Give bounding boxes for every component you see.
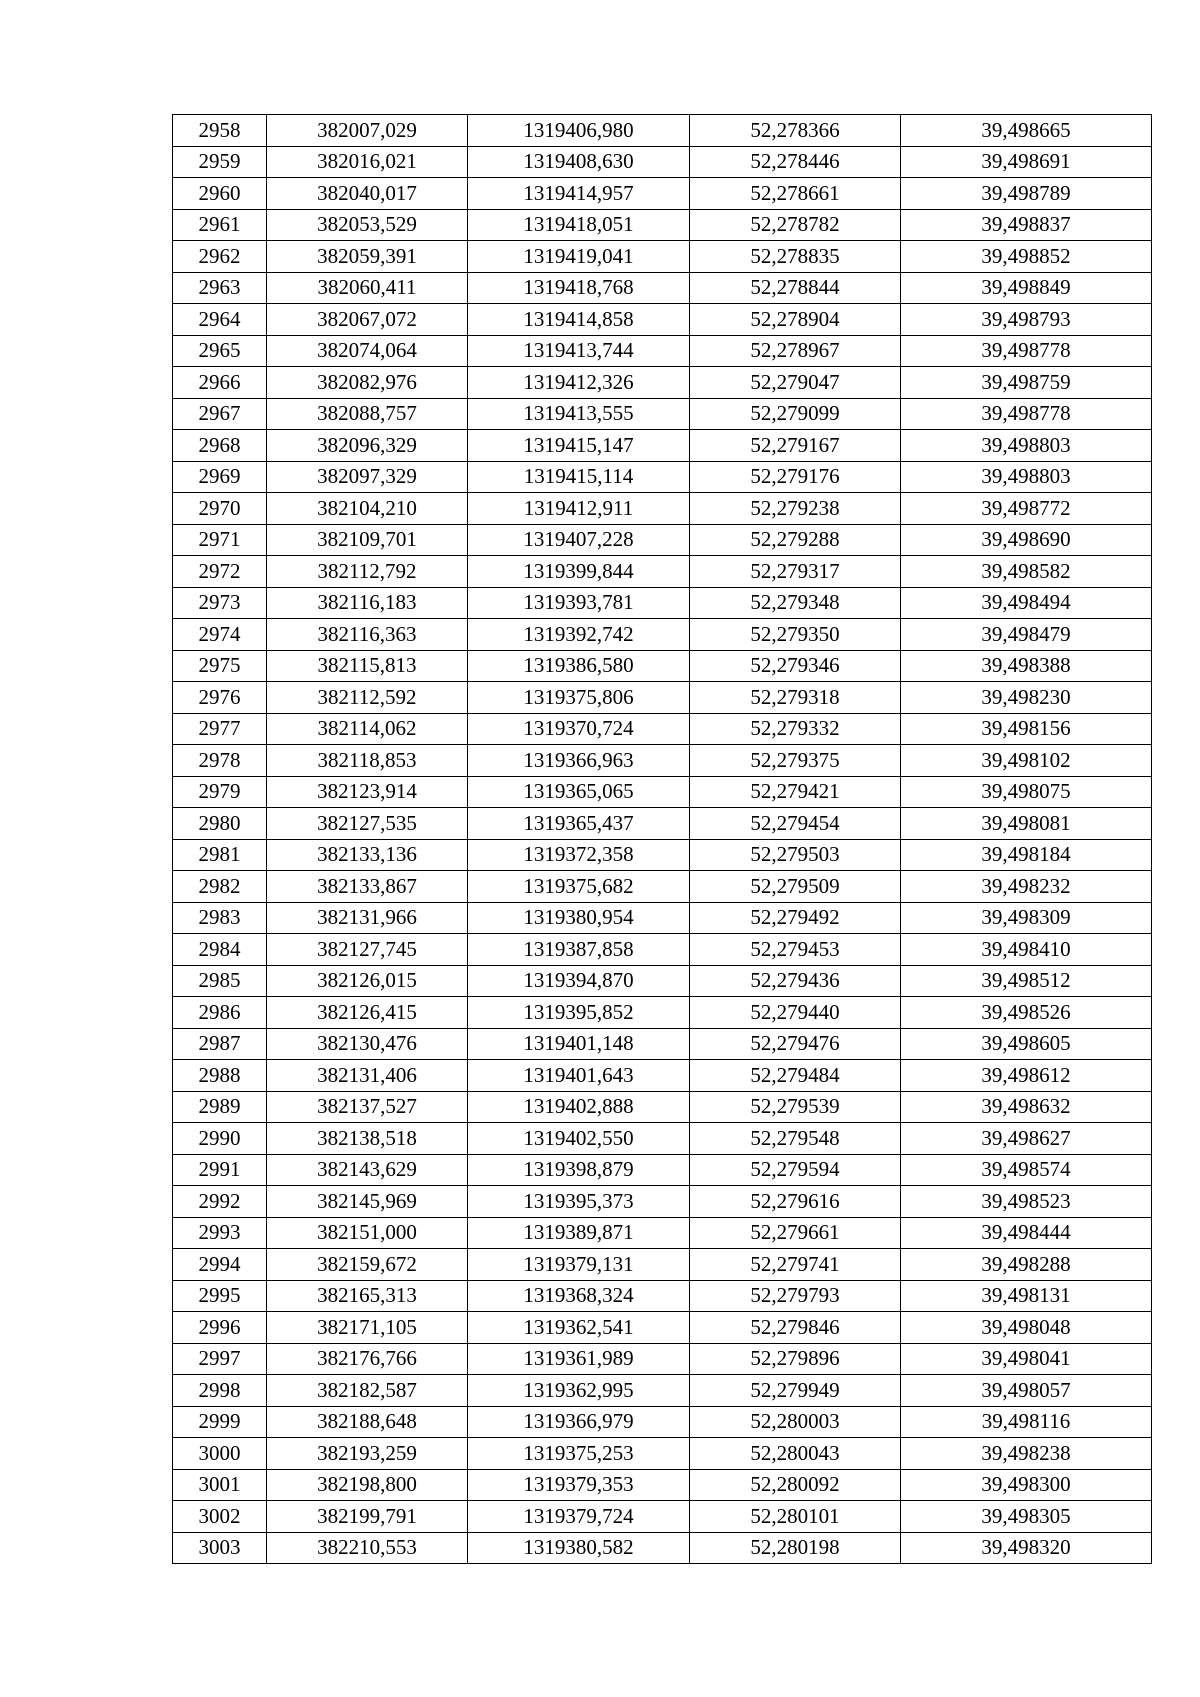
latitude-cell: 52,279350 [690, 619, 901, 651]
x-coordinate-cell: 382074,064 [267, 335, 468, 367]
latitude-cell: 52,279846 [690, 1312, 901, 1344]
latitude-cell: 52,279476 [690, 1028, 901, 1060]
y-coordinate-cell: 1319402,888 [468, 1091, 690, 1123]
y-coordinate-cell: 1319406,980 [468, 115, 690, 147]
longitude-cell: 39,498512 [901, 965, 1152, 997]
coordinates-table [172, 114, 1152, 1564]
coordinates-table-body [173, 115, 1152, 1564]
longitude-cell: 39,498627 [901, 1123, 1152, 1155]
point-number-cell: 3002 [173, 1501, 267, 1533]
point-number-cell: 2965 [173, 335, 267, 367]
table-row [173, 524, 1152, 556]
x-coordinate-cell: 382143,629 [267, 1154, 468, 1186]
table-row [173, 902, 1152, 934]
x-coordinate-cell: 382126,415 [267, 997, 468, 1029]
latitude-cell: 52,278967 [690, 335, 901, 367]
longitude-cell: 39,498102 [901, 745, 1152, 777]
y-coordinate-cell: 1319395,852 [468, 997, 690, 1029]
longitude-cell: 39,498852 [901, 241, 1152, 273]
latitude-cell: 52,280101 [690, 1501, 901, 1533]
x-coordinate-cell: 382097,329 [267, 461, 468, 493]
latitude-cell: 52,279176 [690, 461, 901, 493]
latitude-cell: 52,279661 [690, 1217, 901, 1249]
y-coordinate-cell: 1319389,871 [468, 1217, 690, 1249]
table-row [173, 1501, 1152, 1533]
latitude-cell: 52,279741 [690, 1249, 901, 1281]
point-number-cell: 2983 [173, 902, 267, 934]
table-row [173, 1028, 1152, 1060]
latitude-cell: 52,279793 [690, 1280, 901, 1312]
table-row [173, 367, 1152, 399]
y-coordinate-cell: 1319380,954 [468, 902, 690, 934]
x-coordinate-cell: 382199,791 [267, 1501, 468, 1533]
point-number-cell: 2976 [173, 682, 267, 714]
y-coordinate-cell: 1319362,995 [468, 1375, 690, 1407]
longitude-cell: 39,498300 [901, 1469, 1152, 1501]
longitude-cell: 39,498632 [901, 1091, 1152, 1123]
y-coordinate-cell: 1319375,806 [468, 682, 690, 714]
table-row [173, 997, 1152, 1029]
table-row [173, 461, 1152, 493]
latitude-cell: 52,280003 [690, 1406, 901, 1438]
x-coordinate-cell: 382116,183 [267, 587, 468, 619]
point-number-cell: 2963 [173, 272, 267, 304]
table-row [173, 335, 1152, 367]
y-coordinate-cell: 1319365,065 [468, 776, 690, 808]
x-coordinate-cell: 382151,000 [267, 1217, 468, 1249]
table-row [173, 776, 1152, 808]
longitude-cell: 39,498690 [901, 524, 1152, 556]
y-coordinate-cell: 1319386,580 [468, 650, 690, 682]
longitude-cell: 39,498803 [901, 461, 1152, 493]
longitude-cell: 39,498494 [901, 587, 1152, 619]
longitude-cell: 39,498479 [901, 619, 1152, 651]
point-number-cell: 2993 [173, 1217, 267, 1249]
x-coordinate-cell: 382137,527 [267, 1091, 468, 1123]
x-coordinate-cell: 382145,969 [267, 1186, 468, 1218]
table-row [173, 241, 1152, 273]
latitude-cell: 52,279949 [690, 1375, 901, 1407]
table-row [173, 430, 1152, 462]
point-number-cell: 2959 [173, 146, 267, 178]
latitude-cell: 52,279509 [690, 871, 901, 903]
point-number-cell: 2961 [173, 209, 267, 241]
y-coordinate-cell: 1319399,844 [468, 556, 690, 588]
latitude-cell: 52,279594 [690, 1154, 901, 1186]
point-number-cell: 2995 [173, 1280, 267, 1312]
point-number-cell: 3003 [173, 1532, 267, 1564]
x-coordinate-cell: 382059,391 [267, 241, 468, 273]
y-coordinate-cell: 1319408,630 [468, 146, 690, 178]
table-row [173, 398, 1152, 430]
longitude-cell: 39,498772 [901, 493, 1152, 525]
y-coordinate-cell: 1319366,979 [468, 1406, 690, 1438]
x-coordinate-cell: 382182,587 [267, 1375, 468, 1407]
table-row [173, 934, 1152, 966]
table-row [173, 1532, 1152, 1564]
point-number-cell: 2994 [173, 1249, 267, 1281]
y-coordinate-cell: 1319395,373 [468, 1186, 690, 1218]
longitude-cell: 39,498691 [901, 146, 1152, 178]
longitude-cell: 39,498057 [901, 1375, 1152, 1407]
x-coordinate-cell: 382112,792 [267, 556, 468, 588]
longitude-cell: 39,498238 [901, 1438, 1152, 1470]
y-coordinate-cell: 1319372,358 [468, 839, 690, 871]
table-row [173, 1123, 1152, 1155]
x-coordinate-cell: 382198,800 [267, 1469, 468, 1501]
point-number-cell: 2970 [173, 493, 267, 525]
point-number-cell: 2997 [173, 1343, 267, 1375]
y-coordinate-cell: 1319419,041 [468, 241, 690, 273]
point-number-cell: 2990 [173, 1123, 267, 1155]
latitude-cell: 52,280043 [690, 1438, 901, 1470]
x-coordinate-cell: 382109,701 [267, 524, 468, 556]
latitude-cell: 52,278904 [690, 304, 901, 336]
x-coordinate-cell: 382133,867 [267, 871, 468, 903]
y-coordinate-cell: 1319375,253 [468, 1438, 690, 1470]
y-coordinate-cell: 1319401,148 [468, 1028, 690, 1060]
x-coordinate-cell: 382188,648 [267, 1406, 468, 1438]
point-number-cell: 2964 [173, 304, 267, 336]
y-coordinate-cell: 1319393,781 [468, 587, 690, 619]
latitude-cell: 52,279346 [690, 650, 901, 682]
table-row [173, 1091, 1152, 1123]
point-number-cell: 2960 [173, 178, 267, 210]
longitude-cell: 39,498131 [901, 1280, 1152, 1312]
longitude-cell: 39,498789 [901, 178, 1152, 210]
x-coordinate-cell: 382067,072 [267, 304, 468, 336]
latitude-cell: 52,279539 [690, 1091, 901, 1123]
x-coordinate-cell: 382130,476 [267, 1028, 468, 1060]
table-row [173, 178, 1152, 210]
x-coordinate-cell: 382127,535 [267, 808, 468, 840]
latitude-cell: 52,279421 [690, 776, 901, 808]
x-coordinate-cell: 382088,757 [267, 398, 468, 430]
point-number-cell: 2971 [173, 524, 267, 556]
latitude-cell: 52,279348 [690, 587, 901, 619]
longitude-cell: 39,498803 [901, 430, 1152, 462]
point-number-cell: 3000 [173, 1438, 267, 1470]
longitude-cell: 39,498230 [901, 682, 1152, 714]
x-coordinate-cell: 382118,853 [267, 745, 468, 777]
y-coordinate-cell: 1319418,768 [468, 272, 690, 304]
longitude-cell: 39,498582 [901, 556, 1152, 588]
y-coordinate-cell: 1319413,555 [468, 398, 690, 430]
x-coordinate-cell: 382210,553 [267, 1532, 468, 1564]
y-coordinate-cell: 1319387,858 [468, 934, 690, 966]
longitude-cell: 39,498081 [901, 808, 1152, 840]
latitude-cell: 52,279548 [690, 1123, 901, 1155]
x-coordinate-cell: 382133,136 [267, 839, 468, 871]
longitude-cell: 39,498309 [901, 902, 1152, 934]
latitude-cell: 52,278782 [690, 209, 901, 241]
longitude-cell: 39,498778 [901, 398, 1152, 430]
y-coordinate-cell: 1319361,989 [468, 1343, 690, 1375]
longitude-cell: 39,498048 [901, 1312, 1152, 1344]
latitude-cell: 52,279454 [690, 808, 901, 840]
point-number-cell: 2969 [173, 461, 267, 493]
longitude-cell: 39,498288 [901, 1249, 1152, 1281]
x-coordinate-cell: 382016,021 [267, 146, 468, 178]
y-coordinate-cell: 1319415,147 [468, 430, 690, 462]
longitude-cell: 39,498232 [901, 871, 1152, 903]
y-coordinate-cell: 1319394,870 [468, 965, 690, 997]
latitude-cell: 52,278835 [690, 241, 901, 273]
point-number-cell: 2967 [173, 398, 267, 430]
table-row [173, 713, 1152, 745]
longitude-cell: 39,498526 [901, 997, 1152, 1029]
point-number-cell: 2998 [173, 1375, 267, 1407]
table-row [173, 965, 1152, 997]
point-number-cell: 2972 [173, 556, 267, 588]
latitude-cell: 52,279317 [690, 556, 901, 588]
x-coordinate-cell: 382040,017 [267, 178, 468, 210]
point-number-cell: 2982 [173, 871, 267, 903]
point-number-cell: 2986 [173, 997, 267, 1029]
latitude-cell: 52,279288 [690, 524, 901, 556]
table-row [173, 209, 1152, 241]
latitude-cell: 52,279167 [690, 430, 901, 462]
x-coordinate-cell: 382104,210 [267, 493, 468, 525]
y-coordinate-cell: 1319414,957 [468, 178, 690, 210]
longitude-cell: 39,498184 [901, 839, 1152, 871]
x-coordinate-cell: 382115,813 [267, 650, 468, 682]
x-coordinate-cell: 382159,672 [267, 1249, 468, 1281]
latitude-cell: 52,279375 [690, 745, 901, 777]
table-row [173, 1469, 1152, 1501]
point-number-cell: 2962 [173, 241, 267, 273]
latitude-cell: 52,279047 [690, 367, 901, 399]
table-row [173, 839, 1152, 871]
latitude-cell: 52,279318 [690, 682, 901, 714]
y-coordinate-cell: 1319412,911 [468, 493, 690, 525]
y-coordinate-cell: 1319366,963 [468, 745, 690, 777]
point-number-cell: 2966 [173, 367, 267, 399]
table-row [173, 871, 1152, 903]
table-row [173, 493, 1152, 525]
y-coordinate-cell: 1319413,744 [468, 335, 690, 367]
table-row [173, 1217, 1152, 1249]
table-row [173, 745, 1152, 777]
longitude-cell: 39,498305 [901, 1501, 1152, 1533]
y-coordinate-cell: 1319415,114 [468, 461, 690, 493]
y-coordinate-cell: 1319402,550 [468, 1123, 690, 1155]
table-row [173, 1406, 1152, 1438]
longitude-cell: 39,498612 [901, 1060, 1152, 1092]
table-row [173, 1280, 1152, 1312]
latitude-cell: 52,279484 [690, 1060, 901, 1092]
longitude-cell: 39,498605 [901, 1028, 1152, 1060]
y-coordinate-cell: 1319412,326 [468, 367, 690, 399]
point-number-cell: 2996 [173, 1312, 267, 1344]
latitude-cell: 52,279099 [690, 398, 901, 430]
latitude-cell: 52,278366 [690, 115, 901, 147]
latitude-cell: 52,279453 [690, 934, 901, 966]
longitude-cell: 39,498759 [901, 367, 1152, 399]
point-number-cell: 2974 [173, 619, 267, 651]
latitude-cell: 52,279238 [690, 493, 901, 525]
point-number-cell: 2989 [173, 1091, 267, 1123]
point-number-cell: 2985 [173, 965, 267, 997]
x-coordinate-cell: 382138,518 [267, 1123, 468, 1155]
latitude-cell: 52,278446 [690, 146, 901, 178]
longitude-cell: 39,498574 [901, 1154, 1152, 1186]
latitude-cell: 52,279440 [690, 997, 901, 1029]
point-number-cell: 2978 [173, 745, 267, 777]
longitude-cell: 39,498778 [901, 335, 1152, 367]
table-row [173, 682, 1152, 714]
table-row [173, 808, 1152, 840]
y-coordinate-cell: 1319375,682 [468, 871, 690, 903]
y-coordinate-cell: 1319370,724 [468, 713, 690, 745]
y-coordinate-cell: 1319368,324 [468, 1280, 690, 1312]
x-coordinate-cell: 382112,592 [267, 682, 468, 714]
longitude-cell: 39,498075 [901, 776, 1152, 808]
table-row [173, 146, 1152, 178]
table-row [173, 556, 1152, 588]
point-number-cell: 2979 [173, 776, 267, 808]
x-coordinate-cell: 382131,406 [267, 1060, 468, 1092]
point-number-cell: 2999 [173, 1406, 267, 1438]
point-number-cell: 3001 [173, 1469, 267, 1501]
x-coordinate-cell: 382096,329 [267, 430, 468, 462]
y-coordinate-cell: 1319362,541 [468, 1312, 690, 1344]
table-row [173, 1312, 1152, 1344]
x-coordinate-cell: 382127,745 [267, 934, 468, 966]
latitude-cell: 52,279616 [690, 1186, 901, 1218]
table-row [173, 115, 1152, 147]
point-number-cell: 2958 [173, 115, 267, 147]
x-coordinate-cell: 382060,411 [267, 272, 468, 304]
point-number-cell: 2977 [173, 713, 267, 745]
longitude-cell: 39,498320 [901, 1532, 1152, 1564]
point-number-cell: 2991 [173, 1154, 267, 1186]
x-coordinate-cell: 382171,105 [267, 1312, 468, 1344]
longitude-cell: 39,498388 [901, 650, 1152, 682]
longitude-cell: 39,498523 [901, 1186, 1152, 1218]
x-coordinate-cell: 382131,966 [267, 902, 468, 934]
x-coordinate-cell: 382165,313 [267, 1280, 468, 1312]
longitude-cell: 39,498849 [901, 272, 1152, 304]
table-row [173, 587, 1152, 619]
x-coordinate-cell: 382116,363 [267, 619, 468, 651]
point-number-cell: 2987 [173, 1028, 267, 1060]
table-row [173, 650, 1152, 682]
point-number-cell: 2984 [173, 934, 267, 966]
point-number-cell: 2988 [173, 1060, 267, 1092]
y-coordinate-cell: 1319398,879 [468, 1154, 690, 1186]
y-coordinate-cell: 1319379,131 [468, 1249, 690, 1281]
table-row [173, 304, 1152, 336]
point-number-cell: 2973 [173, 587, 267, 619]
longitude-cell: 39,498116 [901, 1406, 1152, 1438]
latitude-cell: 52,279436 [690, 965, 901, 997]
y-coordinate-cell: 1319379,353 [468, 1469, 690, 1501]
table-row [173, 272, 1152, 304]
x-coordinate-cell: 382082,976 [267, 367, 468, 399]
longitude-cell: 39,498837 [901, 209, 1152, 241]
latitude-cell: 52,280198 [690, 1532, 901, 1564]
latitude-cell: 52,280092 [690, 1469, 901, 1501]
latitude-cell: 52,278661 [690, 178, 901, 210]
table-row [173, 1154, 1152, 1186]
point-number-cell: 2968 [173, 430, 267, 462]
x-coordinate-cell: 382193,259 [267, 1438, 468, 1470]
point-number-cell: 2992 [173, 1186, 267, 1218]
latitude-cell: 52,279492 [690, 902, 901, 934]
y-coordinate-cell: 1319414,858 [468, 304, 690, 336]
y-coordinate-cell: 1319380,582 [468, 1532, 690, 1564]
x-coordinate-cell: 382053,529 [267, 209, 468, 241]
x-coordinate-cell: 382123,914 [267, 776, 468, 808]
point-number-cell: 2981 [173, 839, 267, 871]
table-row [173, 1249, 1152, 1281]
longitude-cell: 39,498041 [901, 1343, 1152, 1375]
point-number-cell: 2975 [173, 650, 267, 682]
y-coordinate-cell: 1319401,643 [468, 1060, 690, 1092]
longitude-cell: 39,498665 [901, 115, 1152, 147]
longitude-cell: 39,498444 [901, 1217, 1152, 1249]
table-row [173, 1343, 1152, 1375]
y-coordinate-cell: 1319365,437 [468, 808, 690, 840]
x-coordinate-cell: 382176,766 [267, 1343, 468, 1375]
latitude-cell: 52,279332 [690, 713, 901, 745]
point-number-cell: 2980 [173, 808, 267, 840]
longitude-cell: 39,498156 [901, 713, 1152, 745]
table-row [173, 1060, 1152, 1092]
y-coordinate-cell: 1319418,051 [468, 209, 690, 241]
longitude-cell: 39,498410 [901, 934, 1152, 966]
latitude-cell: 52,278844 [690, 272, 901, 304]
y-coordinate-cell: 1319407,228 [468, 524, 690, 556]
latitude-cell: 52,279896 [690, 1343, 901, 1375]
y-coordinate-cell: 1319392,742 [468, 619, 690, 651]
y-coordinate-cell: 1319379,724 [468, 1501, 690, 1533]
longitude-cell: 39,498793 [901, 304, 1152, 336]
x-coordinate-cell: 382114,062 [267, 713, 468, 745]
x-coordinate-cell: 382126,015 [267, 965, 468, 997]
table-row [173, 1375, 1152, 1407]
latitude-cell: 52,279503 [690, 839, 901, 871]
table-row [173, 619, 1152, 651]
x-coordinate-cell: 382007,029 [267, 115, 468, 147]
table-row [173, 1438, 1152, 1470]
table-row [173, 1186, 1152, 1218]
